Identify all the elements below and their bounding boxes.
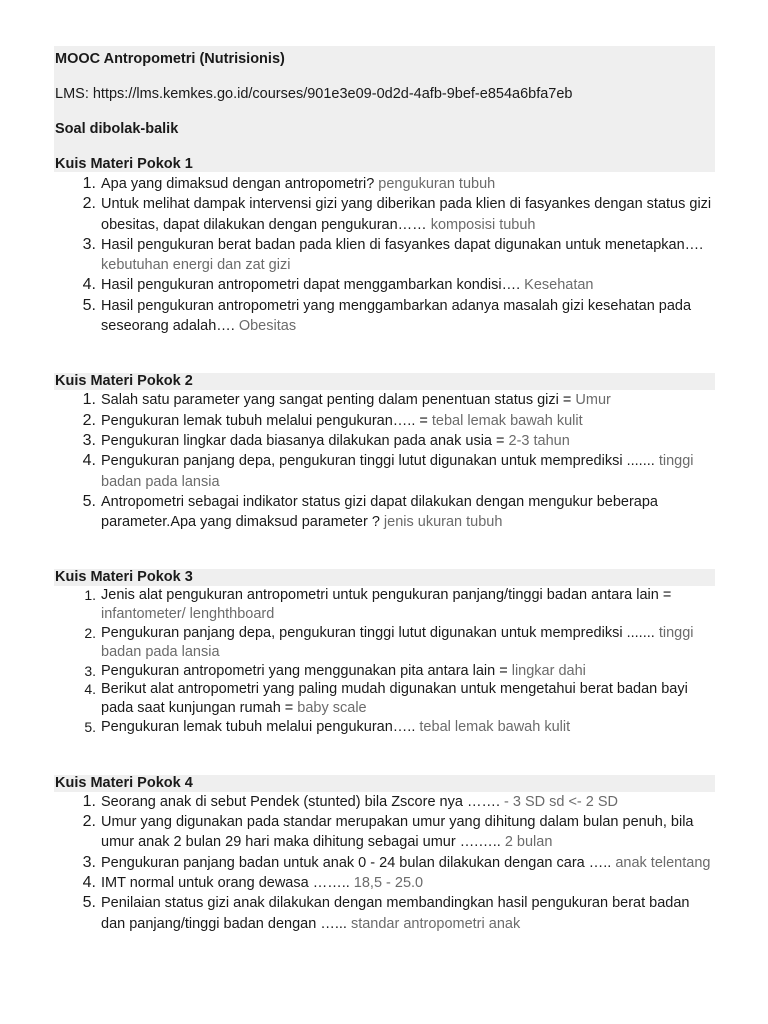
document-page: [54, 46, 715, 934]
item-number: 1.: [82, 792, 96, 810]
question-text: Pengukuran panjang badan untuk anak 0 - 24 bulan dilakukan dengan cara …..: [101, 854, 616, 871]
item-number: 3.: [82, 235, 96, 253]
item-number: 3.: [82, 853, 96, 871]
list-item: [54, 390, 715, 410]
question-text: Pengukuran lemak tubuh melalui pengukuran….. =: [101, 412, 432, 429]
item-number: 2.: [82, 195, 96, 213]
item-number: 2.: [82, 411, 96, 429]
answer-text: pengukuran tubuh: [378, 176, 496, 192]
section-title: Kuis Materi Pokok 2: [54, 373, 715, 390]
item-number: 2.: [82, 813, 96, 831]
quiz-list-1: [54, 174, 715, 336]
list-item: [54, 792, 715, 812]
document-title: MOOC Antropometri (Nutrisionis): [55, 51, 285, 67]
answer-text: komposisi tubuh: [430, 216, 536, 233]
answer-text: Kesehatan: [524, 277, 594, 294]
question-text: Pengukuran lingkar dada biasanya dilakukan pada anak usia =: [101, 432, 509, 449]
item-number: 4.: [82, 874, 96, 892]
list-item: [54, 718, 715, 737]
list-item: [54, 411, 715, 431]
question-text: Salah satu parameter yang sangat penting dalam penentuan status gizi =: [101, 392, 576, 409]
item-number: 1.: [82, 175, 96, 192]
quiz-list-4: [54, 792, 715, 934]
question-text: Pengukuran panjang depa, pengukuran tinggi lutut digunakan untuk memprediksi .......: [101, 453, 659, 470]
answer-text: tinggi badan pada lansia: [101, 453, 694, 490]
list-item: [54, 174, 715, 194]
list-item: [54, 431, 715, 451]
section-title: Kuis Materi Pokok 1: [55, 156, 193, 172]
answer-text: Obesitas: [238, 318, 297, 335]
list-item: [54, 296, 715, 337]
list-item: [54, 624, 715, 662]
list-item: [54, 812, 715, 853]
question-text: Seorang anak di sebut Pendek (stunted) bila Zscore nya …….: [101, 793, 504, 810]
question-text: Jenis alat pengukuran antropometri untuk pengukuran panjang/tinggi badan antara lain =: [101, 587, 672, 604]
item-number: 1.: [84, 587, 96, 604]
shuffle-note: Soal dibolak-balik: [55, 121, 179, 137]
question-text: Umur yang digunakan pada standar merupakan umur yang dihitung dalam bulan penuh, bila umur anak 2 bulan 29 hari maka dihitung sebagai umur ….…..: [101, 814, 694, 851]
section-title: Kuis Materi Pokok 3: [54, 569, 715, 586]
question-text: Berikut alat antropometri yang paling mudah digunakan untuk mengetahui berat badan bayi pada saat kunjungan rumah =: [101, 681, 688, 717]
list-item: [54, 492, 715, 533]
answer-text: 18,5 - 25.0: [353, 875, 424, 892]
answer-text: anak telentang: [615, 854, 711, 871]
item-number: 1.: [82, 391, 96, 409]
question-text: Untuk melihat dampak intervensi gizi yang diberikan pada klien di fasyankes dengan status gizi obesitas, dapat dilakukan dengan pengukuran……: [101, 196, 712, 233]
list-item: [54, 235, 715, 276]
document-header: [54, 46, 715, 172]
list-item: [54, 853, 715, 873]
list-item: [54, 586, 715, 624]
item-number: 5.: [82, 492, 96, 510]
quiz-list-2: [54, 390, 715, 532]
lms-link[interactable]: LMS: https://lms.kemkes.go.id/courses/901e3e09-0d2d-4afb-9bef-e854a6bfa7eb: [55, 86, 573, 102]
answer-text: 2-3 tahun: [508, 432, 570, 449]
answer-text: tinggi badan pada lansia: [101, 625, 694, 660]
item-number: 5.: [82, 894, 96, 912]
list-item: [54, 451, 715, 492]
list-item: [54, 873, 715, 893]
item-number: 2.: [84, 625, 96, 642]
list-item: [54, 275, 715, 295]
list-item: [54, 680, 715, 718]
answer-text: - 3 SD sd <- 2 SD: [504, 793, 619, 810]
quiz-list-3: [54, 586, 715, 736]
question-text: Pengukuran lemak tubuh melalui pengukuran…..: [101, 719, 420, 736]
list-item: [54, 893, 715, 934]
answer-text: tebal lemak bawah kulit: [431, 412, 583, 429]
item-number: 4.: [82, 452, 96, 470]
item-number: 5.: [82, 296, 96, 314]
list-item: [54, 194, 715, 235]
answer-text: lingkar dahi: [511, 662, 586, 679]
answer-text: kebutuhan energi dan zat gizi: [101, 257, 291, 274]
answer-text: 2 bulan: [504, 834, 553, 851]
question-text: IMT normal untuk orang dewasa ……..: [101, 875, 354, 892]
list-item: [54, 662, 715, 681]
answer-text: tebal lemak bawah kulit: [419, 719, 571, 736]
item-number: 3.: [84, 662, 96, 679]
section-title: Kuis Materi Pokok 4: [54, 775, 715, 792]
item-number: 5.: [84, 719, 96, 736]
item-number: 3.: [82, 431, 96, 449]
answer-text: baby scale: [297, 700, 367, 717]
answer-text: jenis ukuran tubuh: [383, 514, 503, 531]
question-text: Hasil pengukuran antropometri yang menggambarkan adanya masalah gizi kesehatan pada seseorang adalah….: [101, 297, 692, 335]
question-text: Apa yang dimaksud dengan antropometri?: [101, 176, 379, 192]
item-number: 4.: [82, 276, 96, 294]
question-text: Antropometri sebagai indikator status gizi dapat dilakukan dengan mengukur beberapa parameter.Apa yang dimaksud parameter ?: [101, 493, 658, 531]
question-text: Hasil pengukuran berat badan pada klien di fasyankes dapat digunakan untuk menetapkan….: [101, 236, 704, 253]
answer-text: standar antropometri anak: [350, 915, 521, 932]
question-text: Penilaian status gizi anak dilakukan dengan membandingkan hasil pengukuran berat badan dan panjang/tinggi badan dengan …...: [101, 895, 690, 932]
item-number: 4.: [84, 681, 96, 698]
question-text: Pengukuran panjang depa, pengukuran tinggi lutut digunakan untuk memprediksi .......: [101, 625, 659, 642]
question-text: Hasil pengukuran antropometri dapat menggambarkan kondisi….: [101, 277, 525, 294]
answer-text: infantometer/ lenghthboard: [101, 606, 275, 623]
question-text: Pengukuran antropometri yang menggunakan pita antara lain =: [101, 662, 512, 679]
answer-text: Umur: [575, 392, 611, 409]
